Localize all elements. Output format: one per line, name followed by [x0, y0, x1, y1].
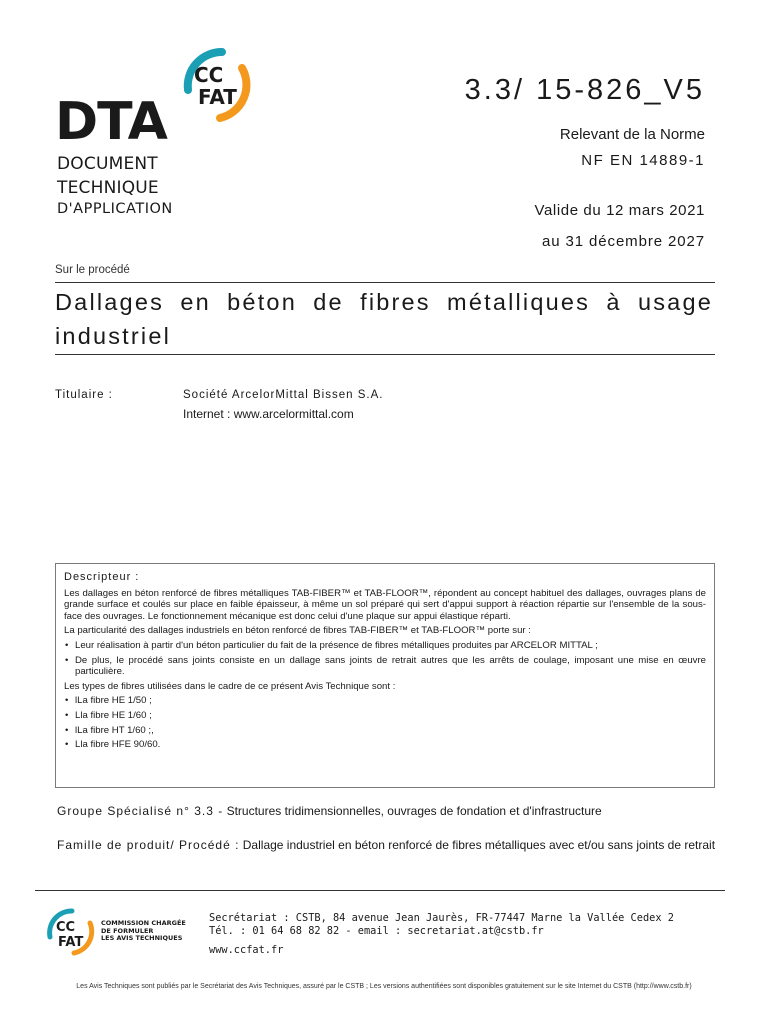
famille-value: Dallage industriel en béton renforcé de fibres métalliques avec et/ou sans joints de retrait — [242, 838, 716, 852]
commission-line: LES AVIS TECHNIQUES — [101, 934, 183, 942]
procede-label: Sur le procédé — [55, 264, 130, 276]
norme-label: Relevant de la Norme — [559, 126, 705, 143]
famille-produit — [57, 838, 717, 852]
descripteur-paragraph: Les dallages en béton renforcé de fibres métalliques TAB-FIBER™ et TAB-FLOOR™, répondent au concept habituel des dallages, ouvrages plans de grande surface et coulés sur place en faible épaisseur, à même un sol préparé qui sert d'appui support à réaction répartie sur l'ensemble de la sous-face des ouvrages. Le fonctionnement mécanique est donc celui d'une plaque sur appui élastique réparti. — [64, 587, 706, 622]
particularite-list — [64, 640, 706, 678]
footer-badge-line2: FAT — [58, 935, 84, 950]
list-item: • lLa fibre HT 1/60 ;, — [64, 725, 706, 737]
descripteur-paragraph: Les types de fibres utilisées dans le cadre de ce présent Avis Technique sont : — [64, 680, 396, 692]
list-item: • Lla fibre HFE 90/60. — [64, 739, 706, 751]
footer-divider — [35, 890, 725, 891]
famille-label: Famille de produit/ Procédé : — [57, 838, 240, 852]
fibre-types-list — [64, 695, 706, 750]
list-item: • De plus, le procédé sans joints consiste en un dallage sans joints de retrait autres que les arrêts de coulage, imposant une mise en œuvre particulière. — [64, 655, 706, 678]
titulaire-internet: Internet : www.arcelormittal.com — [183, 407, 354, 421]
descripteur-paragraph: La particularité des dallages industriels en béton renforcé de fibres TAB-FIBER™ et TAB-FLOOR™ porte sur : — [64, 625, 531, 637]
dta-line-application: D'APPLICATION — [57, 201, 173, 217]
titulaire-label: Titulaire : — [55, 389, 113, 401]
list-item: • Lla fibre HE 1/60 ; — [64, 710, 706, 722]
ccfat-website-link[interactable]: www.ccfat.fr — [209, 944, 284, 956]
titulaire-name: Société ArcelorMittal Bissen S.A. — [183, 389, 384, 401]
commission-line: DE FORMULER — [101, 926, 154, 935]
dta-line-document: DOCUMENT — [57, 154, 158, 174]
ccfat-logo-icon — [170, 38, 260, 128]
list-item: • lLa fibre HE 1/50 ; — [64, 695, 706, 707]
secretariat-address: Secrétariat : CSTB, 84 avenue Jean Jaurès, FR-77447 Marne la Vallée Cedex 2 — [209, 912, 674, 924]
secretariat-contact: Tél. : 01 64 68 82 82 - email : secretariat.at@cstb.fr — [209, 925, 544, 937]
document-number: 3.3/ 15-826_V5 — [464, 74, 705, 106]
secretariat-info — [209, 912, 674, 938]
list-item: • Leur réalisation à partir d'un béton particulier du fait de la présence de fibres métalliques produites par ARCELOR MITTAL ; — [64, 640, 706, 652]
validity-end: au 31 décembre 2027 — [541, 233, 705, 250]
groupe-value: Structures tridimensionnelles, ouvrages de fondation et d'infrastructure — [226, 804, 602, 818]
publication-note: Les Avis Techniques sont publiés par le Secrétariat des Avis Techniques, assuré par le CSTB ; Les versions authentifiées sont disponibles gratuitement sur le site Internet du CSTB (http://www.cstb.fr) — [76, 983, 692, 990]
commission-label — [101, 920, 186, 943]
title-top-divider — [55, 282, 715, 283]
dta-brand: DTA — [55, 92, 167, 152]
descripteur-title: Descripteur : — [64, 571, 140, 583]
groupe-label: Groupe Spécialisé n° 3.3 - — [57, 804, 224, 818]
title-bottom-divider — [55, 354, 715, 355]
dta-logo — [55, 38, 237, 223]
dta-line-technique: TECHNIQUE — [57, 178, 159, 198]
ccfat-footer-logo-icon — [42, 903, 102, 957]
validity-start: Valide du 12 mars 2021 — [534, 202, 705, 219]
ccfat-badge-line2: FAT — [198, 85, 237, 109]
groupe-specialise — [57, 804, 717, 818]
procede-title: Dallages en béton de fibres métalliques à usage industriel — [55, 289, 713, 349]
ccfat-badge-line1: CC — [194, 63, 224, 87]
footer-badge-line1: CC — [56, 920, 76, 935]
descripteur-box — [55, 563, 715, 788]
commission-line: COMMISSION CHARGÉE — [101, 919, 186, 927]
norme-value: NF EN 14889-1 — [581, 152, 705, 169]
